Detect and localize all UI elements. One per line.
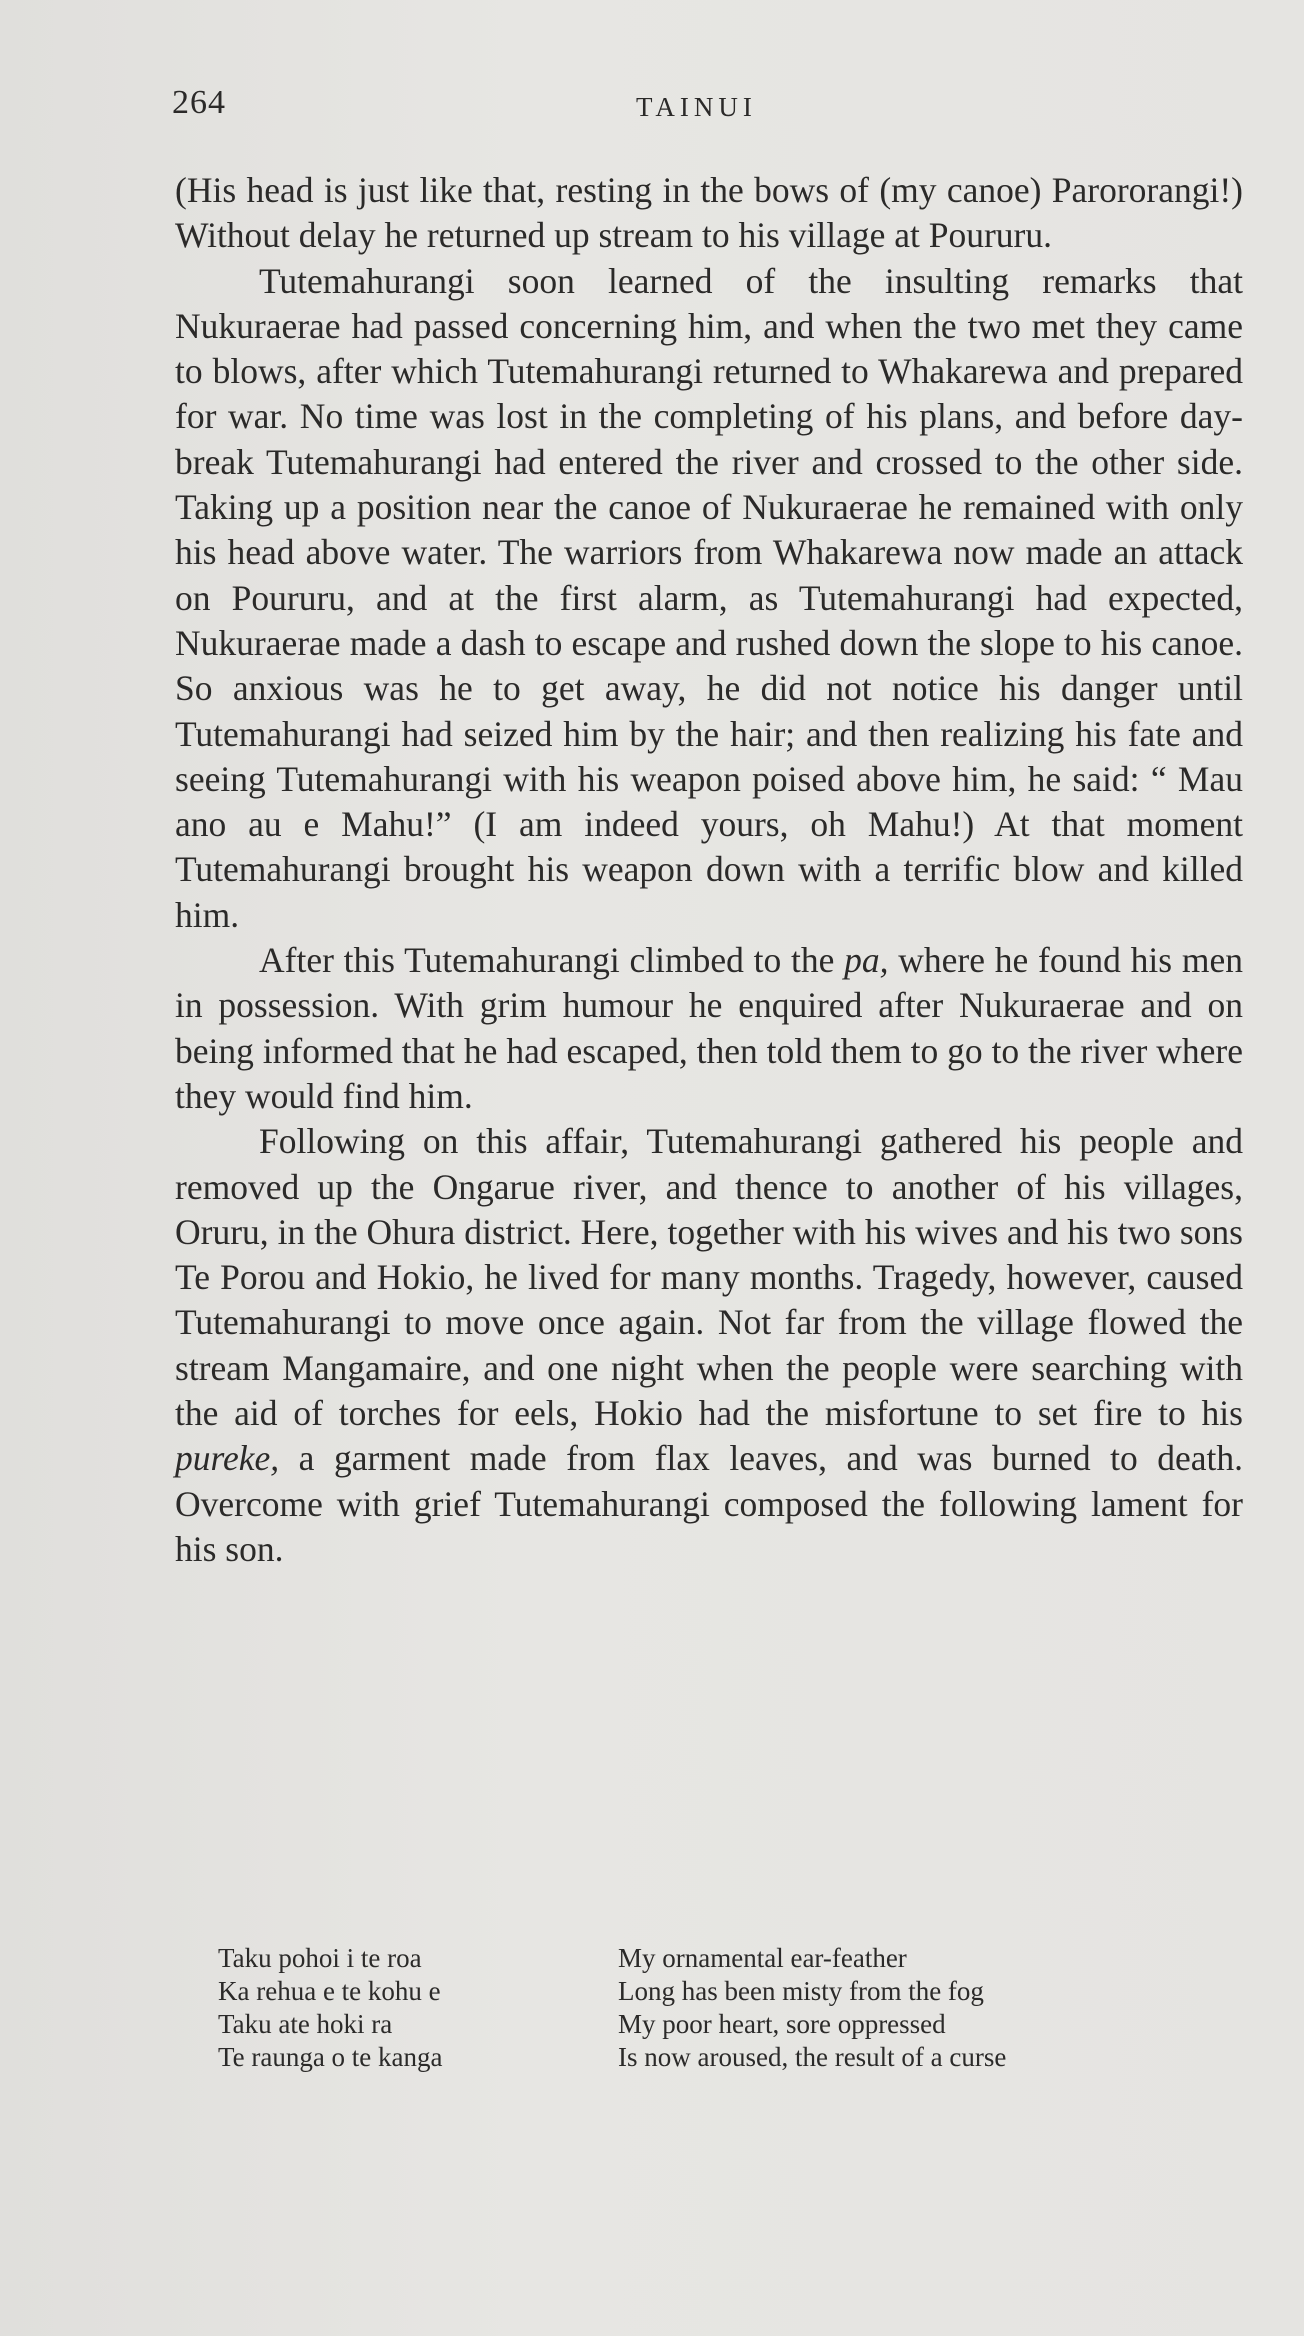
page-number: 264 (172, 84, 226, 121)
verse-english-line: Is now aroused, the result of a curse (618, 2042, 1007, 2072)
paragraph (175, 938, 1243, 1119)
verse-maori-line: Ka rehua e te kohu e (218, 1976, 441, 2006)
verse-english-line: My poor heart, sore oppressed (618, 2009, 946, 2039)
verse-maori-line: Taku pohoi i te roa (218, 1943, 422, 1973)
verse-line (218, 2041, 1198, 2074)
paragraph-text: After this Tutemahurangi climbed to the (259, 940, 845, 981)
verse-english-line: Long has been misty from the fog (618, 1976, 984, 2006)
lament-verse (218, 1942, 1198, 2074)
paragraph-text: where he found his men in possession. With grim humour he enquired after Nukuraerae and on being informed that he had escaped, then told them to go to the river where they would find him. (175, 940, 1243, 1116)
paragraph-text: Tutemahurangi soon learned of the insulting remarks that Nukuraerae had passed concerning him, and when the two met they came to blows, after which Tutemahurangi returned to Whakarewa and prepared for war. No time was lost in the completing of his plans, and before day-break Tutemahurangi had entered the river and crossed to the other side. Taking up a position near the canoe of Nukuraerae he remained with only his head above water. The warriors from Whakarewa now made an attack on Poururu, and at the first alarm, as Tutemahurangi had expected, Nukuraerae made a dash to escape and rushed down the slope to his canoe. So anxious was he to get away, he did not notice his danger until Tutemahurangi had seized him by the hair; and then realizing his fate and seeing Tutemahurangi with his weapon poised above him, he said: “ Mau ano au e Mahu!” (I am indeed yours, oh Mahu!) At that moment Tutemahurangi brought his weapon down with a terrific blow and killed him. (175, 260, 1243, 935)
paragraph-text: (His head is just like that, resting in the bows of (my canoe) Parororangi!) Without delay he returned up stream to his village at Poururu. (175, 170, 1243, 256)
running-title: TAINUI (636, 92, 757, 122)
page-header (0, 80, 1304, 130)
italic-term: pureke, (175, 1438, 280, 1479)
verse-line (218, 2008, 1198, 2041)
body-text (175, 168, 1243, 1572)
paragraph-text: a garment made from flax leaves, and was burned to death. Overcome with grief Tutemahurangi composed the following lament for his son. (175, 1438, 1243, 1569)
verse-line (218, 1942, 1198, 1975)
verse-maori-line: Taku ate hoki ra (218, 2009, 393, 2039)
verse-english-line: My ornamental ear-feather (618, 1943, 907, 1973)
paragraph (175, 168, 1243, 259)
verse-line (218, 1975, 1198, 2008)
paragraph (175, 1119, 1243, 1572)
verse-maori-line: Te raunga o te kanga (218, 2042, 443, 2072)
paragraph-text: Following on this affair, Tutemahurangi gathered his people and removed up the Ongarue river, and thence to another of his villages, Oruru, in the Ohura district. Here, together with his wives and his two sons Te Porou and Hokio, he lived for many months. Tragedy, however, caused Tutemahurangi to move once again. Not far from the village flowed the stream Mangamaire, and one night when the people were searching with the aid of torches for eels, Hokio had the misfortune to set fire to his (175, 1121, 1243, 1434)
paragraph (175, 259, 1243, 938)
italic-term: pa, (844, 940, 889, 981)
